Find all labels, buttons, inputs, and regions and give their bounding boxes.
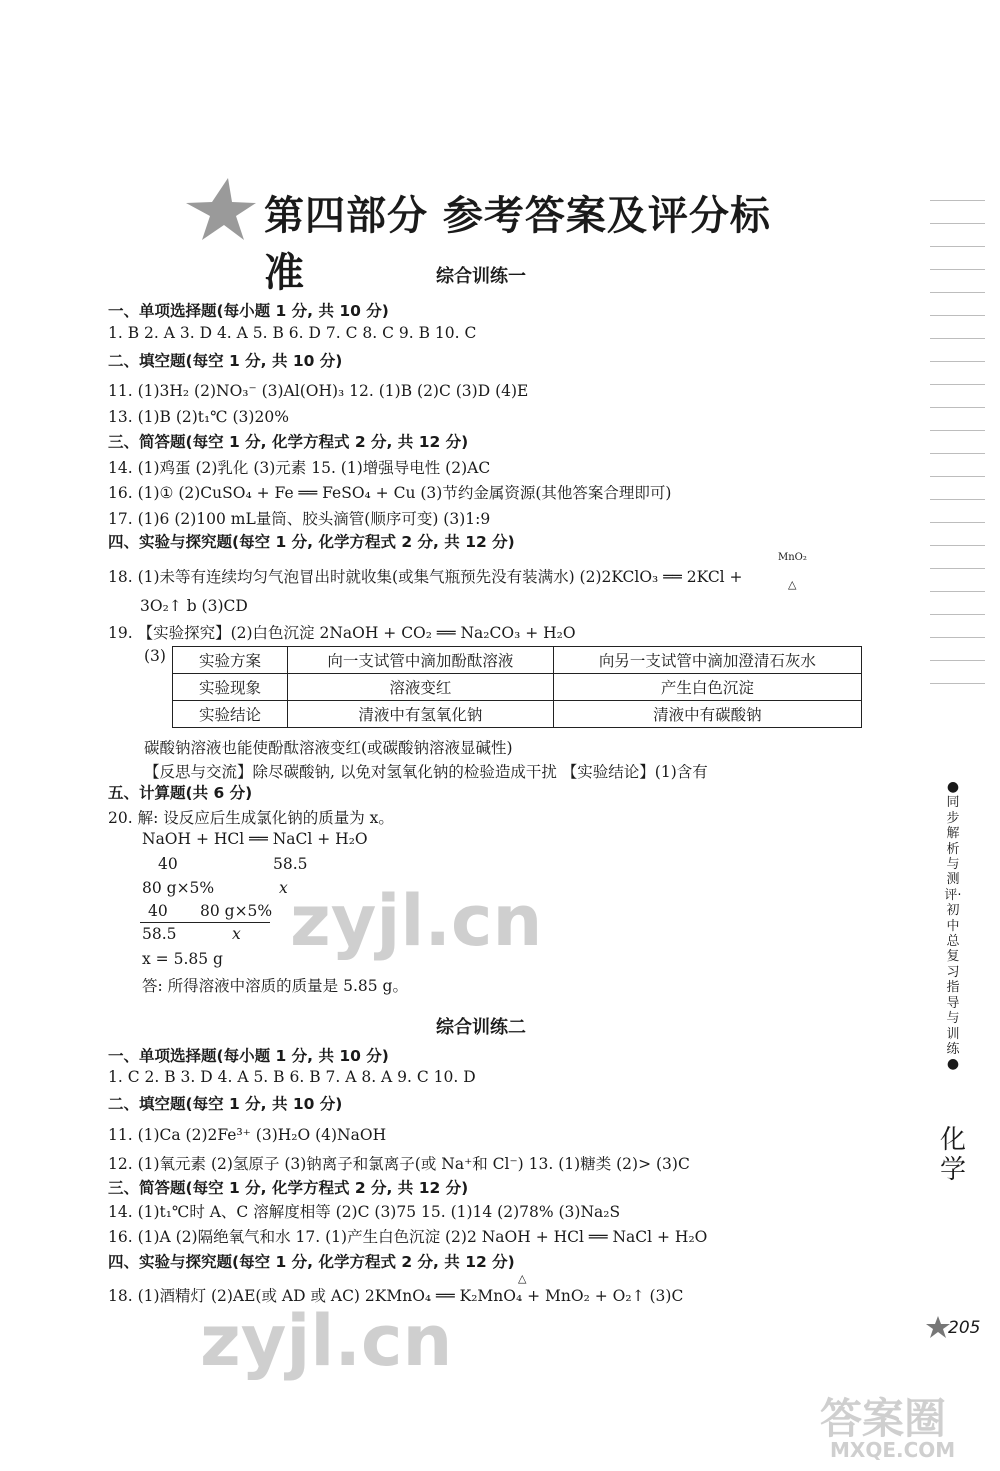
heat-symbol-2: △	[518, 1272, 527, 1285]
s2-answer-16: 16. (1)A (2)隔绝氧气和水 17. (1)产生白色沉淀 (2)2 NaOH + HCl ══ NaCl + H₂O	[108, 1228, 708, 1246]
fraction-num-2: 80 g×5%	[200, 902, 273, 920]
s1-answer-13: 13. (1)B (2)t₁℃ (3)20%	[108, 408, 289, 426]
bullet-icon: ●	[946, 779, 960, 795]
book-series-label	[943, 780, 963, 1073]
table-cell: 清液中有碳酸钠	[553, 701, 861, 728]
s1-answer-18a: 18. (1)未等有连续均匀气泡冒出时就收集(或集气瓶预先没有装满水) (2)2KClO₃ ══ 2KCl +	[108, 568, 743, 586]
watermark: zyjl.cn	[200, 1300, 453, 1382]
s1-answer-19b: 碳酸钠溶液也能使酚酞溶液变红(或碳酸钠溶液显碱性)	[144, 739, 513, 757]
table-row	[173, 674, 862, 701]
s2-fill-heading: 二、填空题(每空 1 分, 共 10 分)	[108, 1095, 343, 1113]
table-row	[173, 701, 862, 728]
s1-short-heading: 三、简答题(每空 1 分, 化学方程式 2 分, 共 12 分)	[108, 433, 469, 451]
section-title-1: 综合训练一	[436, 266, 526, 287]
page-number: 205	[948, 1318, 981, 1338]
s2-choice-answers: 1. C 2. B 3. D 4. A 5. B 6. B 7. A 8. A 9. C 10. D	[108, 1068, 476, 1086]
s2-answer-18: 18. (1)酒精灯 (2)AE(或 AD 或 AC) 2KMnO₄ ══ K₂MnO₄ + MnO₂ + O₂↑ (3)C	[108, 1287, 684, 1305]
s1-answer-19: 19. 【实验探究】(2)白色沉淀 2NaOH + CO₂ ══ Na₂CO₃ + H₂O	[108, 624, 576, 642]
s2-exp-heading: 四、实验与探究题(每空 1 分, 化学方程式 2 分, 共 12 分)	[108, 1253, 515, 1271]
s1-answer-16: 16. (1)① (2)CuSO₄ + Fe ══ FeSO₄ + Cu (3)节约金属资源(其他答案合理即可)	[108, 484, 672, 502]
watermark: 答案圈	[820, 1394, 947, 1443]
table-cell: 产生白色沉淀	[553, 674, 861, 701]
calc-mass-1: 40	[158, 855, 178, 873]
table-cell: 实验结论	[173, 701, 288, 728]
bullet-icon: ●	[946, 1056, 960, 1073]
calc-result: x = 5.85 g	[142, 950, 223, 968]
s1-answer-11: 11. (1)3H₂ (2)NO₃⁻ (3)Al(OH)₃ 12. (1)B (2)C (3)D (4)E	[108, 382, 529, 400]
calc-mass-3: 80 g×5%	[142, 879, 215, 897]
s1-answer-14: 14. (1)鸡蛋 (2)乳化 (3)元素 15. (1)增强导电性 (2)AC	[108, 459, 491, 477]
s1-answer-18b: 3O₂↑ b (3)CD	[140, 597, 248, 615]
s1-choice-heading: 一、单项选择题(每小题 1 分, 共 10 分)	[108, 302, 389, 320]
s2-short-heading: 三、简答题(每空 1 分, 化学方程式 2 分, 共 12 分)	[108, 1179, 469, 1197]
section-title-2: 综合训练二	[436, 1017, 526, 1038]
fraction-den-1: 58.5	[142, 925, 177, 943]
book-series-text: 同步解析与测评·初中总复习指导与训练	[944, 795, 962, 1057]
watermark: zyjl.cn	[290, 880, 543, 962]
s2-answer-14: 14. (1)t₁℃时 A、C 溶解度相等 (2)C (3)75 15. (1)14 (2)78% (3)Na₂S	[108, 1203, 621, 1221]
table-cell: 向一支试管中滴加酚酞溶液	[288, 647, 554, 674]
calc-conclusion: 答: 所得溶液中溶质的质量是 5.85 g。	[142, 977, 408, 995]
s1-choice-answers: 1. B 2. A 3. D 4. A 5. B 6. D 7. C 8. C 9. B 10. C	[108, 324, 477, 342]
fraction-den-2: x	[232, 925, 241, 943]
s1-exp-heading: 四、实验与探究题(每空 1 分, 化学方程式 2 分, 共 12 分)	[108, 533, 515, 551]
table-cell: 清液中有氢氧化钠	[288, 701, 554, 728]
s2-answer-11: 11. (1)Ca (2)2Fe³⁺ (3)H₂O (4)NaOH	[108, 1126, 387, 1144]
star-icon	[926, 1316, 950, 1338]
heat-symbol: △	[788, 578, 797, 591]
calc-mass-2: 58.5	[273, 855, 308, 873]
fraction-bar	[140, 922, 270, 923]
s1-calc-heading: 五、计算题(共 6 分)	[108, 784, 253, 802]
table-cell: 向另一支试管中滴加澄清石灰水	[553, 647, 861, 674]
catalyst-label: MnO₂	[778, 552, 807, 563]
s1-answer-19c: 【反思与交流】除尽碳酸钠, 以免对氢氧化钠的检验造成干扰 【实验结论】(1)含有	[144, 763, 708, 781]
calc-mass-4: x	[279, 879, 288, 897]
star-icon	[176, 176, 256, 242]
table-cell: 实验现象	[173, 674, 288, 701]
subject-label: 化学	[939, 1125, 966, 1185]
s1-answer-17: 17. (1)6 (2)100 mL量筒、胶头滴管(顺序可变) (3)1:9	[108, 510, 491, 528]
sidebar-rules	[930, 200, 985, 706]
s1-fill-heading: 二、填空题(每空 1 分, 共 10 分)	[108, 352, 343, 370]
s1-answer-20: 20. 解: 设反应后生成氯化钠的质量为 x。	[108, 809, 394, 827]
page-title: 第四部分 参考答案及评分标准	[264, 192, 771, 296]
table-cell: 溶液变红	[288, 674, 554, 701]
table-cell: 实验方案	[173, 647, 288, 674]
experiment-table	[172, 646, 862, 728]
s2-choice-heading: 一、单项选择题(每小题 1 分, 共 10 分)	[108, 1047, 389, 1065]
fraction-num-1: 40	[148, 902, 168, 920]
watermark: MXQE.COM	[830, 1438, 956, 1462]
s1-answer-19-part3: (3)	[144, 647, 166, 665]
calc-equation: NaOH + HCl ══ NaCl + H₂O	[142, 830, 368, 848]
table-row	[173, 647, 862, 674]
s2-answer-12: 12. (1)氧元素 (2)氢原子 (3)钠离子和氯离子(或 Na⁺和 Cl⁻) 13. (1)糖类 (2)> (3)C	[108, 1155, 690, 1173]
